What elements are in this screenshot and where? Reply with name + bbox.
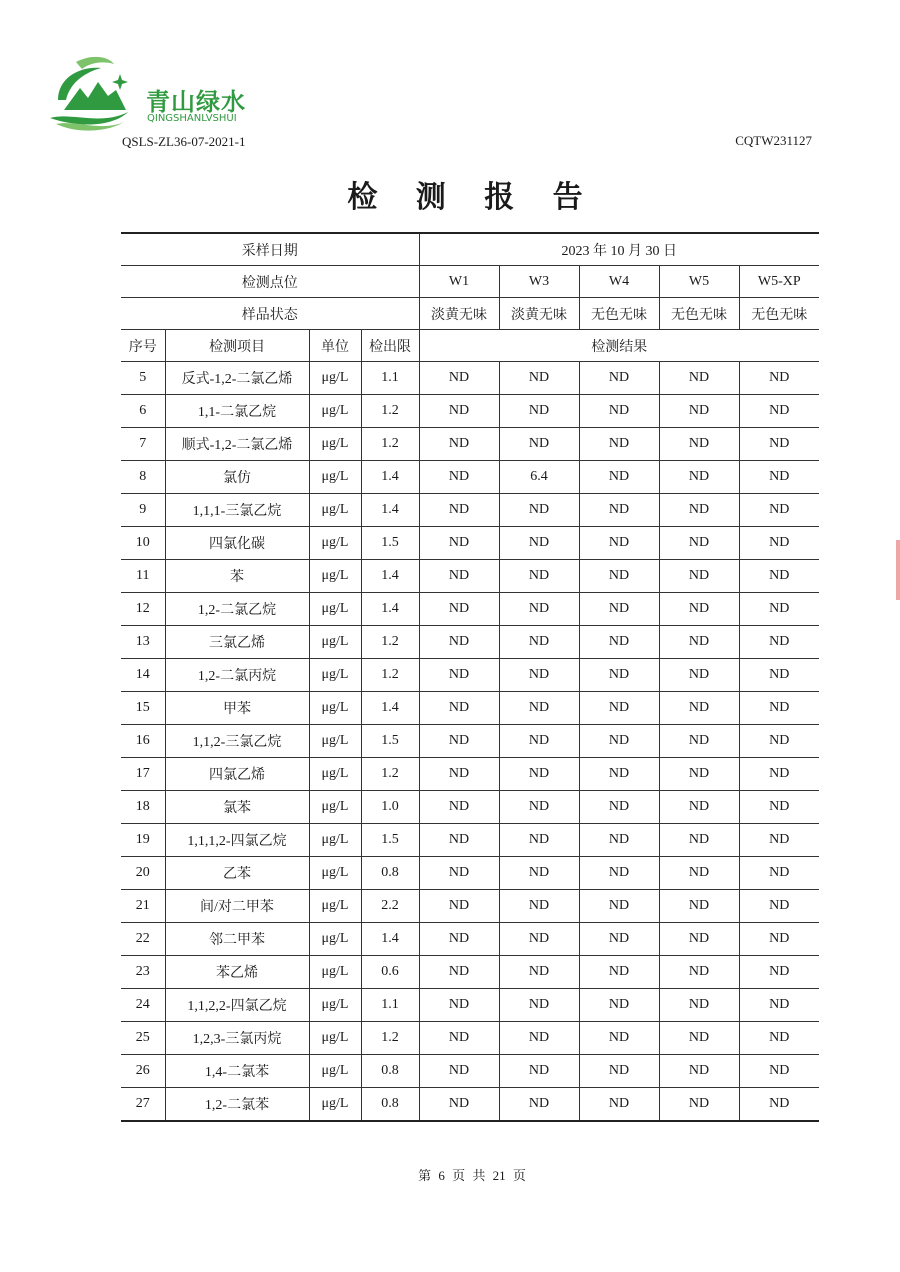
table-row xyxy=(121,1022,819,1055)
site-cell: W3 xyxy=(499,266,579,298)
detection-limit: 1.4 xyxy=(361,593,419,626)
mountain-logo-icon xyxy=(46,52,146,132)
detection-limit: 2.2 xyxy=(361,890,419,923)
result-w1: ND xyxy=(419,626,499,659)
result-w1: ND xyxy=(419,758,499,791)
item-name: 1,1,1-三氯乙烷 xyxy=(165,494,309,527)
result-w1: ND xyxy=(419,659,499,692)
result-w1: ND xyxy=(419,692,499,725)
item-name: 顺式-1,2-二氯乙烯 xyxy=(165,428,309,461)
row-number: 5 xyxy=(121,362,165,395)
sample-state-cell: 无色无味 xyxy=(579,298,659,330)
result-w1: ND xyxy=(419,824,499,857)
result-w4: ND xyxy=(579,428,659,461)
detection-limit: 1.1 xyxy=(361,989,419,1022)
unit: μg/L xyxy=(309,362,361,395)
result-w4: ND xyxy=(579,362,659,395)
item-name: 1,1,2-三氯乙烷 xyxy=(165,725,309,758)
detection-limit: 1.4 xyxy=(361,692,419,725)
result-w5: ND xyxy=(659,725,739,758)
result-w5-xp: ND xyxy=(739,395,819,428)
header-limit: 检出限 xyxy=(361,330,419,362)
result-w5-xp: ND xyxy=(739,362,819,395)
table-row xyxy=(121,1088,819,1122)
detection-limit: 1.5 xyxy=(361,527,419,560)
result-w3: ND xyxy=(499,989,579,1022)
result-w5: ND xyxy=(659,527,739,560)
row-number: 9 xyxy=(121,494,165,527)
result-w5-xp: ND xyxy=(739,890,819,923)
detection-limit: 1.2 xyxy=(361,758,419,791)
report-title: 检 测 报 告 xyxy=(347,180,597,215)
site-cell: W4 xyxy=(579,266,659,298)
site-row xyxy=(121,266,819,298)
row-number: 8 xyxy=(121,461,165,494)
result-w3: ND xyxy=(499,923,579,956)
logo-english-name: QINGSHANLVSHUI xyxy=(147,113,237,124)
result-w1: ND xyxy=(419,890,499,923)
detection-limit: 1.4 xyxy=(361,923,419,956)
result-w4: ND xyxy=(579,527,659,560)
row-number: 17 xyxy=(121,758,165,791)
result-w5-xp: ND xyxy=(739,1055,819,1088)
item-name: 苯乙烯 xyxy=(165,956,309,989)
sampling-date-label: 采样日期 xyxy=(121,233,419,266)
table-row xyxy=(121,428,819,461)
result-w1: ND xyxy=(419,395,499,428)
unit: μg/L xyxy=(309,461,361,494)
result-w1: ND xyxy=(419,857,499,890)
result-w5: ND xyxy=(659,494,739,527)
row-number: 22 xyxy=(121,923,165,956)
sampling-date-row xyxy=(121,233,819,266)
table-row xyxy=(121,494,819,527)
row-number: 14 xyxy=(121,659,165,692)
table-row xyxy=(121,1055,819,1088)
item-name: 四氯化碳 xyxy=(165,527,309,560)
table-row xyxy=(121,692,819,725)
row-number: 24 xyxy=(121,989,165,1022)
row-number: 13 xyxy=(121,626,165,659)
result-w4: ND xyxy=(579,1055,659,1088)
result-w5: ND xyxy=(659,824,739,857)
item-name: 氯苯 xyxy=(165,791,309,824)
row-number: 20 xyxy=(121,857,165,890)
results-table xyxy=(121,232,819,1122)
result-w5-xp: ND xyxy=(739,461,819,494)
result-w3: ND xyxy=(499,956,579,989)
result-w5: ND xyxy=(659,461,739,494)
table-row xyxy=(121,461,819,494)
result-w1: ND xyxy=(419,494,499,527)
result-w5-xp: ND xyxy=(739,824,819,857)
sampling-date-value: 2023 年 10 月 30 日 xyxy=(419,233,819,266)
item-name: 1,2-二氯丙烷 xyxy=(165,659,309,692)
item-name: 邻二甲苯 xyxy=(165,923,309,956)
result-w4: ND xyxy=(579,758,659,791)
result-w5: ND xyxy=(659,626,739,659)
result-w5-xp: ND xyxy=(739,626,819,659)
result-w1: ND xyxy=(419,362,499,395)
result-w4: ND xyxy=(579,626,659,659)
unit: μg/L xyxy=(309,494,361,527)
row-number: 23 xyxy=(121,956,165,989)
item-name: 间/对二甲苯 xyxy=(165,890,309,923)
result-w1: ND xyxy=(419,560,499,593)
detection-limit: 1.4 xyxy=(361,461,419,494)
result-w3: ND xyxy=(499,758,579,791)
item-name: 1,2,3-三氯丙烷 xyxy=(165,1022,309,1055)
table-row xyxy=(121,395,819,428)
unit: μg/L xyxy=(309,923,361,956)
result-w4: ND xyxy=(579,725,659,758)
unit: μg/L xyxy=(309,989,361,1022)
table-row xyxy=(121,923,819,956)
item-name: 三氯乙烯 xyxy=(165,626,309,659)
result-w5-xp: ND xyxy=(739,1022,819,1055)
result-w5-xp: ND xyxy=(739,956,819,989)
row-number: 18 xyxy=(121,791,165,824)
result-w5-xp: ND xyxy=(739,857,819,890)
item-name: 1,2-二氯苯 xyxy=(165,1088,309,1122)
item-name: 甲苯 xyxy=(165,692,309,725)
result-w5-xp: ND xyxy=(739,494,819,527)
item-name: 1,2-二氯乙烷 xyxy=(165,593,309,626)
row-number: 16 xyxy=(121,725,165,758)
result-w5: ND xyxy=(659,1088,739,1122)
row-number: 27 xyxy=(121,1088,165,1122)
result-w3: ND xyxy=(499,560,579,593)
result-w4: ND xyxy=(579,923,659,956)
site-cell: W5 xyxy=(659,266,739,298)
result-w3: ND xyxy=(499,824,579,857)
result-w1: ND xyxy=(419,1055,499,1088)
result-w3: ND xyxy=(499,659,579,692)
item-name: 1,4-二氯苯 xyxy=(165,1055,309,1088)
unit: μg/L xyxy=(309,395,361,428)
result-w3: ND xyxy=(499,1055,579,1088)
unit: μg/L xyxy=(309,626,361,659)
result-w5: ND xyxy=(659,1055,739,1088)
unit: μg/L xyxy=(309,659,361,692)
result-w4: ND xyxy=(579,494,659,527)
row-number: 21 xyxy=(121,890,165,923)
result-w5-xp: ND xyxy=(739,659,819,692)
result-w5: ND xyxy=(659,362,739,395)
header-no: 序号 xyxy=(121,330,165,362)
detection-limit: 1.0 xyxy=(361,791,419,824)
result-w5: ND xyxy=(659,428,739,461)
result-w4: ND xyxy=(579,824,659,857)
result-w1: ND xyxy=(419,428,499,461)
result-w3: ND xyxy=(499,428,579,461)
unit: μg/L xyxy=(309,593,361,626)
result-w1: ND xyxy=(419,461,499,494)
table-row xyxy=(121,758,819,791)
detection-limit: 1.2 xyxy=(361,626,419,659)
table-row xyxy=(121,890,819,923)
item-name: 1,1,2,2-四氯乙烷 xyxy=(165,989,309,1022)
table-row xyxy=(121,791,819,824)
sample-state-cell: 无色无味 xyxy=(739,298,819,330)
result-w5: ND xyxy=(659,593,739,626)
result-w4: ND xyxy=(579,857,659,890)
result-w1: ND xyxy=(419,923,499,956)
result-w5-xp: ND xyxy=(739,593,819,626)
unit: μg/L xyxy=(309,857,361,890)
result-w4: ND xyxy=(579,395,659,428)
detection-limit: 1.5 xyxy=(361,824,419,857)
detection-limit: 1.5 xyxy=(361,725,419,758)
result-w1: ND xyxy=(419,1022,499,1055)
result-w5-xp: ND xyxy=(739,923,819,956)
table-row xyxy=(121,824,819,857)
result-w5-xp: ND xyxy=(739,725,819,758)
detection-limit: 0.8 xyxy=(361,1088,419,1122)
result-w3: ND xyxy=(499,725,579,758)
sample-state-cell: 淡黄无味 xyxy=(419,298,499,330)
item-name: 苯 xyxy=(165,560,309,593)
result-w4: ND xyxy=(579,560,659,593)
result-w5: ND xyxy=(659,890,739,923)
item-name: 1,1-二氯乙烷 xyxy=(165,395,309,428)
result-w5-xp: ND xyxy=(739,692,819,725)
sample-state-label: 样品状态 xyxy=(121,298,419,330)
result-w4: ND xyxy=(579,659,659,692)
table-row xyxy=(121,659,819,692)
result-w5: ND xyxy=(659,395,739,428)
row-number: 15 xyxy=(121,692,165,725)
result-w5: ND xyxy=(659,758,739,791)
table-row xyxy=(121,560,819,593)
unit: μg/L xyxy=(309,692,361,725)
header-unit: 单位 xyxy=(309,330,361,362)
result-w5-xp: ND xyxy=(739,560,819,593)
result-w5: ND xyxy=(659,923,739,956)
result-w3: 6.4 xyxy=(499,461,579,494)
detection-limit: 1.2 xyxy=(361,1022,419,1055)
unit: μg/L xyxy=(309,791,361,824)
row-number: 11 xyxy=(121,560,165,593)
result-w5: ND xyxy=(659,791,739,824)
result-w4: ND xyxy=(579,791,659,824)
result-w5: ND xyxy=(659,692,739,725)
result-w5: ND xyxy=(659,956,739,989)
table-row xyxy=(121,593,819,626)
row-number: 12 xyxy=(121,593,165,626)
result-w4: ND xyxy=(579,956,659,989)
result-w3: ND xyxy=(499,527,579,560)
table-row xyxy=(121,527,819,560)
result-w1: ND xyxy=(419,1088,499,1122)
table-row xyxy=(121,989,819,1022)
result-w4: ND xyxy=(579,989,659,1022)
detection-limit: 1.4 xyxy=(361,560,419,593)
item-name: 反式-1,2-二氯乙烯 xyxy=(165,362,309,395)
sample-state-cell: 淡黄无味 xyxy=(499,298,579,330)
unit: μg/L xyxy=(309,890,361,923)
item-name: 1,1,1,2-四氯乙烷 xyxy=(165,824,309,857)
result-w3: ND xyxy=(499,494,579,527)
seal-edge-mark xyxy=(896,540,900,600)
result-w3: ND xyxy=(499,1088,579,1122)
item-name: 乙苯 xyxy=(165,857,309,890)
page-number: 第 6 页 共 21 页 xyxy=(418,1168,526,1183)
unit: μg/L xyxy=(309,1088,361,1122)
sample-state-row xyxy=(121,298,819,330)
row-number: 6 xyxy=(121,395,165,428)
unit: μg/L xyxy=(309,824,361,857)
detection-limit: 1.2 xyxy=(361,659,419,692)
result-w3: ND xyxy=(499,890,579,923)
unit: μg/L xyxy=(309,725,361,758)
row-number: 19 xyxy=(121,824,165,857)
result-w3: ND xyxy=(499,857,579,890)
site-label: 检测点位 xyxy=(121,266,419,298)
header-result: 检测结果 xyxy=(419,330,819,362)
result-w1: ND xyxy=(419,791,499,824)
detection-limit: 1.4 xyxy=(361,494,419,527)
result-w3: ND xyxy=(499,626,579,659)
unit: μg/L xyxy=(309,758,361,791)
detection-limit: 1.2 xyxy=(361,395,419,428)
form-code: QSLS-ZL36-07-2021-1 xyxy=(122,134,246,149)
result-w5: ND xyxy=(659,857,739,890)
unit: μg/L xyxy=(309,560,361,593)
unit: μg/L xyxy=(309,428,361,461)
table-row xyxy=(121,362,819,395)
result-w5: ND xyxy=(659,560,739,593)
result-w5: ND xyxy=(659,1022,739,1055)
item-name: 四氯乙烯 xyxy=(165,758,309,791)
result-w5: ND xyxy=(659,989,739,1022)
table-row xyxy=(121,626,819,659)
result-w3: ND xyxy=(499,791,579,824)
detection-limit: 0.6 xyxy=(361,956,419,989)
result-w3: ND xyxy=(499,395,579,428)
row-number: 25 xyxy=(121,1022,165,1055)
result-w4: ND xyxy=(579,461,659,494)
detection-limit: 1.2 xyxy=(361,428,419,461)
result-w5: ND xyxy=(659,659,739,692)
result-w4: ND xyxy=(579,593,659,626)
result-w4: ND xyxy=(579,1022,659,1055)
table-row xyxy=(121,956,819,989)
row-number: 26 xyxy=(121,1055,165,1088)
unit: μg/L xyxy=(309,527,361,560)
result-w4: ND xyxy=(579,890,659,923)
table-row xyxy=(121,857,819,890)
detection-limit: 1.1 xyxy=(361,362,419,395)
result-w1: ND xyxy=(419,527,499,560)
result-w3: ND xyxy=(499,593,579,626)
result-w4: ND xyxy=(579,692,659,725)
result-w1: ND xyxy=(419,989,499,1022)
detection-limit: 0.8 xyxy=(361,857,419,890)
result-w5-xp: ND xyxy=(739,989,819,1022)
row-number: 7 xyxy=(121,428,165,461)
logo-chinese-name: 青山绿水 xyxy=(146,88,246,116)
site-cell: W5-XP xyxy=(739,266,819,298)
report-number: CQTW231127 xyxy=(735,133,812,148)
column-header-row xyxy=(121,330,819,362)
item-name: 氯仿 xyxy=(165,461,309,494)
result-w1: ND xyxy=(419,593,499,626)
unit: μg/L xyxy=(309,956,361,989)
table-row xyxy=(121,725,819,758)
unit: μg/L xyxy=(309,1055,361,1088)
result-w3: ND xyxy=(499,362,579,395)
result-w5-xp: ND xyxy=(739,1088,819,1122)
result-w1: ND xyxy=(419,725,499,758)
result-w5-xp: ND xyxy=(739,428,819,461)
detection-limit: 0.8 xyxy=(361,1055,419,1088)
sample-state-cell: 无色无味 xyxy=(659,298,739,330)
result-w4: ND xyxy=(579,1088,659,1122)
unit: μg/L xyxy=(309,1022,361,1055)
result-w5-xp: ND xyxy=(739,758,819,791)
header-item: 检测项目 xyxy=(165,330,309,362)
result-w5-xp: ND xyxy=(739,527,819,560)
site-cell: W1 xyxy=(419,266,499,298)
row-number: 10 xyxy=(121,527,165,560)
result-w3: ND xyxy=(499,692,579,725)
result-w3: ND xyxy=(499,1022,579,1055)
company-logo xyxy=(46,52,256,132)
result-w1: ND xyxy=(419,956,499,989)
result-w5-xp: ND xyxy=(739,791,819,824)
